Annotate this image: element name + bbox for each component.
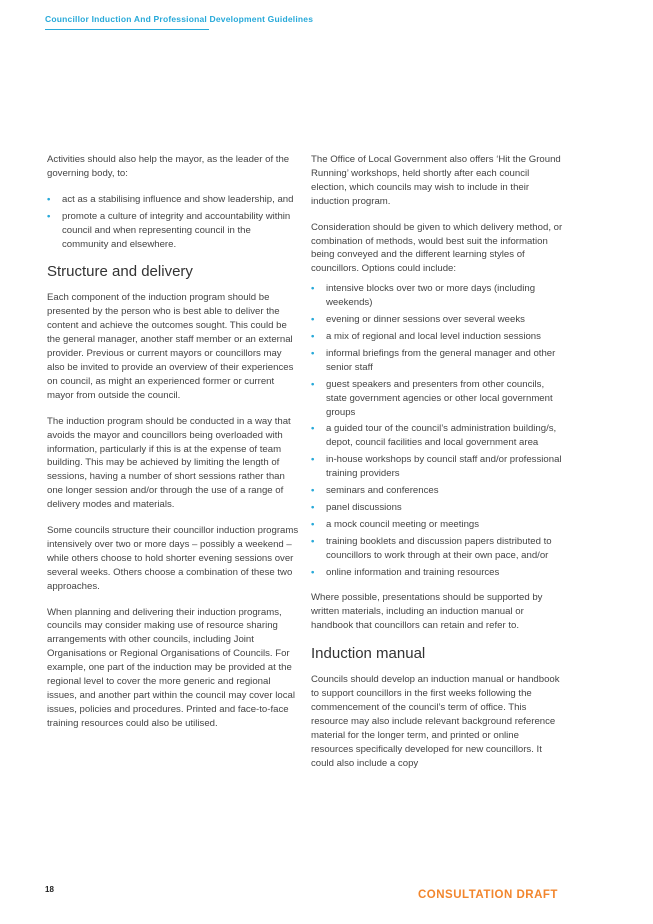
bullet-icon: • <box>311 330 315 342</box>
list-item <box>311 422 563 450</box>
list-item <box>311 282 563 310</box>
list-item <box>311 501 563 515</box>
header-rule <box>45 29 209 30</box>
list-item <box>311 313 563 327</box>
list-item <box>47 193 299 207</box>
list-item-text: online information and training resources <box>326 566 500 578</box>
list-item-text: informal briefings from the general manager and other senior staff <box>326 347 556 373</box>
list-item <box>311 535 563 563</box>
bullet-icon: • <box>311 423 315 435</box>
bullet-icon: • <box>311 347 315 359</box>
bullet-icon: • <box>311 535 315 547</box>
list-item <box>311 330 563 344</box>
list-item-text: a mix of regional and local level induction sessions <box>326 330 541 342</box>
list-item-text: guest speakers and presenters from other councils, state government agencies or other local government groups <box>326 378 553 418</box>
bullet-icon: • <box>311 485 315 497</box>
delivery-options-list <box>311 282 563 579</box>
bullet-icon: • <box>47 193 51 205</box>
bullet-icon: • <box>311 518 315 530</box>
page-number: 18 <box>45 885 54 894</box>
header-title: Councillor Induction And Professional Development Guidelines <box>45 14 314 24</box>
intro-paragraph: Activities should also help the mayor, as the leader of the governing body, to: <box>47 154 290 179</box>
paragraph: The Office of Local Government also offers ‘Hit the Ground Running’ workshops, held shortly after each council election, which councils may wish to include in their induction program. <box>311 154 561 207</box>
list-item-text: a mock council meeting or meetings <box>326 518 480 530</box>
page-header <box>45 14 465 30</box>
paragraph: When planning and delivering their induction programs, councils may consider making use of resource sharing arrangements with other councils, including Joint Organisations or Regional Organisations of Councils. For example, one part of the induction may be provided at the regional level to cover the more generic and regional issues, and another part within the council may cover local issues, policies and procedures. Printed and face-to-face training resources could also be utilised. <box>47 606 295 729</box>
paragraph: Each component of the induction program should be presented by the person who is best able to deliver the content and achieve the outcomes sought. This could be the general manager, another staff member or an external provider. Previous or current mayors or councillors may also be invited to provide an overview of their experiences on council, as might an experienced former or current mayor from outside the council. <box>47 292 294 401</box>
list-item <box>311 484 563 498</box>
list-item-text: seminars and conferences <box>326 485 439 497</box>
section-heading-induction-manual: Induction manual <box>311 645 426 663</box>
left-column <box>47 153 299 743</box>
bullet-icon: • <box>311 566 315 578</box>
list-item-text: panel discussions <box>326 501 402 513</box>
paragraph: The induction program should be conducted in a way that avoids the mayor and councillors being overloaded with information, particularly if this is at the expense of team building. This may be achieved by limiting the length of sessions, having a number of short sessions rather than one longer session and/or through the use of a range of delivery modes and materials. <box>47 415 291 511</box>
list-item-text: a guided tour of the council’s administration building/s, depot, council facilities and local government area <box>326 423 557 449</box>
list-item <box>311 518 563 532</box>
bullet-icon: • <box>47 210 51 222</box>
bullet-icon: • <box>311 314 315 326</box>
list-item <box>311 378 563 420</box>
list-item <box>47 210 299 252</box>
list-item-text: evening or dinner sessions over several weeks <box>326 314 525 326</box>
list-item <box>311 566 563 580</box>
intro-bullet-list <box>47 193 299 252</box>
list-item <box>311 453 563 481</box>
paragraph: Councils should develop an induction manual or handbook to support councillors in the first weeks following the commencement of the council’s term of office. This resource may also include relevant background reference material for the longer term, and printed or online resources specifically developed for new councillors. It could also include a copy <box>311 674 560 769</box>
bullet-icon: • <box>311 283 315 295</box>
paragraph: Some councils structure their councillor induction programs intensively over two or more days – possibly a weekend – while others choose to hold shorter evening sessions over several weeks. Others choose a combination of these two approaches. <box>47 525 299 592</box>
bullet-icon: • <box>311 454 315 466</box>
paragraph: Where possible, presentations should be supported by written materials, including an induction manual or handbook that councillors can retain and refer to. <box>311 592 543 632</box>
bullet-icon: • <box>311 378 315 390</box>
right-column <box>311 153 563 783</box>
section-heading-structure-delivery: Structure and delivery <box>47 263 193 281</box>
paragraph: Consideration should be given to which delivery method, or combination of methods, would best suit the information being conveyed and the different learning styles of councillors. Options could include: <box>311 221 563 275</box>
list-item-text: act as a stabilising influence and show leadership, and <box>62 193 294 205</box>
consultation-draft-label: CONSULTATION DRAFT <box>418 889 558 901</box>
bullet-icon: • <box>311 501 315 513</box>
list-item-text: intensive blocks over two or more days (including weekends) <box>326 283 536 309</box>
list-item-text: in-house workshops by council staff and/or professional training providers <box>326 454 562 480</box>
list-item-text: promote a culture of integrity and accountability within council and when representing council in the community and elsewhere. <box>62 210 291 250</box>
list-item <box>311 347 563 375</box>
list-item-text: training booklets and discussion papers distributed to councillors to work through at their own pace, and/or <box>326 535 552 561</box>
